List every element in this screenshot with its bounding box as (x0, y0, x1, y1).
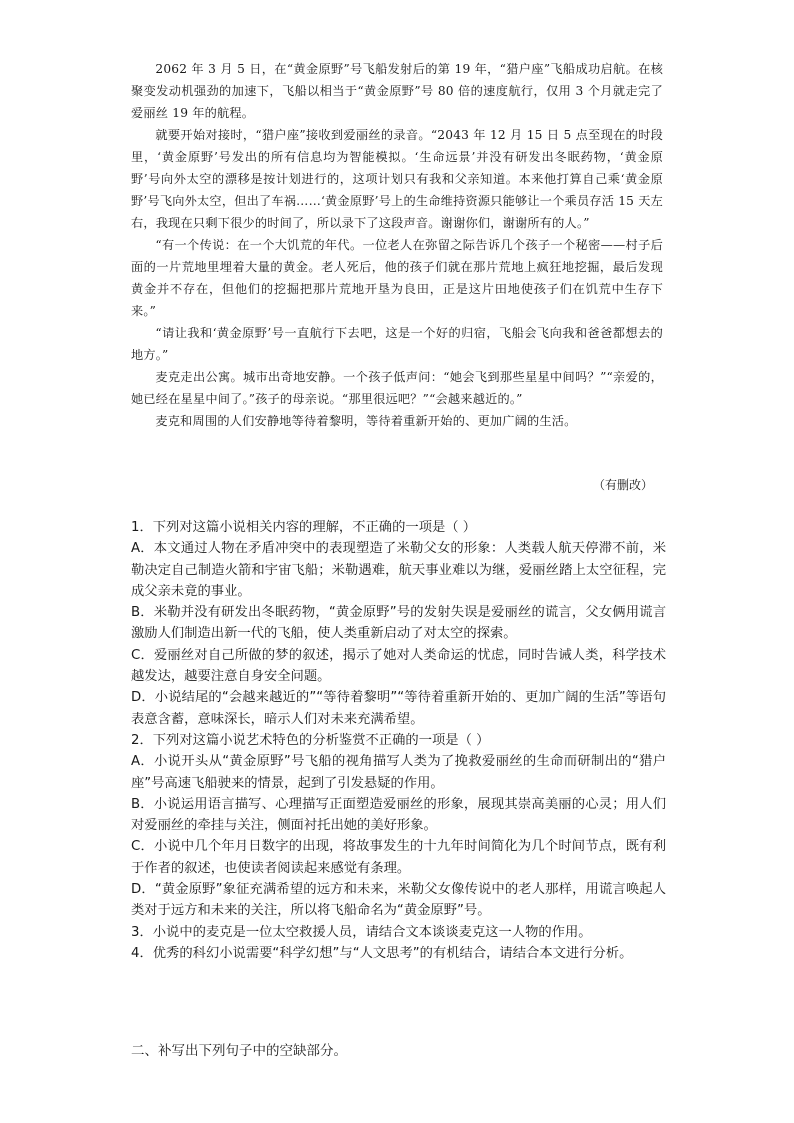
question-option: B．小说运用语言描写、心理描写正面塑造爱丽丝的形象，展现其崇高美丽的心灵；用人们对爱丽丝的牵挂与关注，侧面衬托出她的美好形象。 (131, 796, 666, 834)
question-stem: 1．下列对这篇小说相关内容的理解，不正确的一项是（ ） (131, 520, 477, 535)
question-option: B．米勒并没有研发出冬眠药物，“黄金原野”号的发射失误是爱丽丝的谎言，父女俩用谎言激励人们制造出新一代的飞船，使人类重新启动了对太空的探索。 (131, 605, 666, 642)
question-list (131, 517, 666, 964)
passage-paragraph: “有一个传说：在一个大饥荒的年代。一位老人在弥留之际告诉几个孩子一个秘密——村子后面的一片荒地里埋着大量的黄金。老人死后，他的孩子们就在那片荒地上疯狂地挖掘，最后发现黄金并不存在，但他们的挖掘把那片荒地开垦为良田，正是这片田地使孩子们在饥荒中生存下来。” (131, 238, 663, 318)
passage-paragraph: “请让我和‘黄金原野’号一直航行下去吧，这是一个好的归宿，飞船会飞向我和爸爸都想去的地方。” (131, 326, 663, 362)
question-option: C．爱丽丝对自己所做的梦的叙述，揭示了她对人类命运的忧虑，同时告诫人类，科学技术越发达，越要注意自身安全问题。 (131, 647, 666, 685)
question-option: D．“黄金原野”象征充满希望的远方和未来，米勒父女像传说中的老人那样，用谎言唤起人类对于远方和未来的关注，所以将飞船命名为“黄金原野”号。 (131, 882, 666, 919)
section-heading: 二、补写出下列句子中的空缺部分。 (131, 1043, 347, 1059)
source-note: （有删改） (592, 478, 653, 492)
passage-paragraph: 麦克和周围的人们安静地等待着黎明，等待着重新开始的、更加广阔的生活。 (155, 414, 577, 428)
story-passage (131, 58, 663, 432)
question-stem: 4．优秀的科幻小说需要“科学幻想”与“人文思考”的有机结合，请结合本文进行分析。 (131, 945, 633, 961)
question-option: C．小说中几个年月日数字的出现，将故事发生的十九年时间简化为几个时间节点，既有利于作者的叙述，也使读者阅读起来感觉有条理。 (131, 839, 666, 876)
question-option: A．小说开头从“黄金原野”号飞船的视角描写人类为了挽救爱丽丝的生命而研制出的“猎户座”号高速飞船驶来的情景，起到了引发悬疑的作用。 (131, 754, 666, 791)
question-option: D．小说结尾的“会越来越近的”“等待着黎明”“等待着重新开始的、更加广阔的生活”等语句表意含蓄，意味深长，暗示人们对未来充满希望。 (131, 690, 666, 727)
question-stem: 2．下列对这篇小说艺术特色的分析鉴赏不正确的一项是（ ） (131, 732, 490, 748)
question-option: A．本文通过人物在矛盾冲突中的表现塑造了米勒父女的形象：人类载人航天停滞不前，米勒决定自己制造火箭和宇宙飞船；米勒遇难，航天事业难以为继，爱丽丝踏上太空征程，完成父亲未竟的事业。 (131, 541, 666, 599)
passage-paragraph: 麦克走出公寓。城市出奇地安静。一个孩子低声问：“她会飞到那些星星中间吗？”“亲爱的，她已经在星星中间了。”孩子的母亲说。“那里很远吧？”“会越来越近的。” (131, 370, 663, 406)
passage-paragraph: 就要开始对接时，“猎户座”接收到爱丽丝的录音。“2043 年 12 月 15 日 5 点至现在的时段里，‘黄金原野’号发出的所有信息均为智能模拟。‘生命远景’并没有研发出冬眠药物，‘黄金原野’号向外太空的漂移是按计划进行的，这项计划只有我和父亲知道。本来他打算自己乘‘黄金原野’号飞向外太空，但出了车祸……‘黄金原野’号上的生命维持资源只能够让一个乘员存活 15 天左右，我现在只剩下很少的时间了，所以录下了这段声音。谢谢你们，谢谢所有的人。” (131, 128, 663, 230)
passage-paragraph: 2062 年 3 月 5 日，在“黄金原野”号飞船发射后的第 19 年，“猎户座”飞船成功启航。在核聚变发动机强劲的加速下，飞船以相当于“黄金原野”号 80 倍的速度航行，仅用 3 个月就走完了爱丽丝 19 年的航程。 (131, 62, 663, 120)
question-stem: 3．小说中的麦克是一位太空救援人员，请结合文本谈谈麦克这一人物的作用。 (131, 924, 592, 940)
